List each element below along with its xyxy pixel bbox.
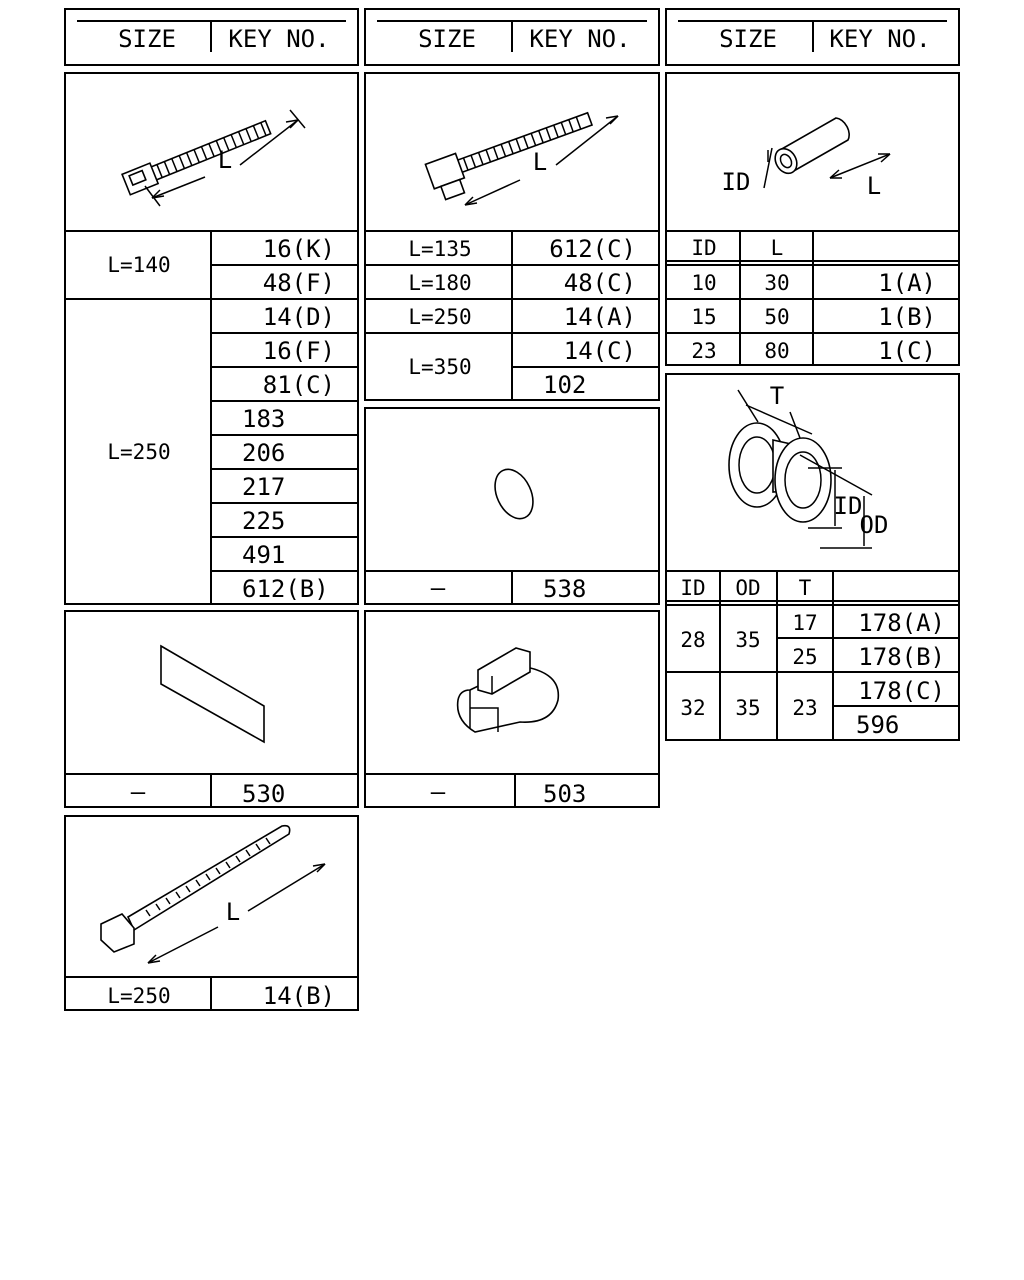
key-cell: 1(B) bbox=[878, 303, 936, 331]
dim-t-label: T bbox=[769, 382, 785, 410]
panel-clip bbox=[365, 611, 659, 808]
panel-grommet bbox=[666, 374, 959, 740]
column-header: L bbox=[770, 236, 784, 260]
grommet-illustration bbox=[729, 382, 888, 548]
long-tie-illustration bbox=[101, 826, 325, 963]
panel-plug bbox=[365, 408, 659, 604]
tube-illustration bbox=[722, 118, 890, 200]
panel-long-tie bbox=[65, 816, 358, 1010]
header-size-label: SIZE bbox=[418, 25, 476, 53]
panel-cable-tie-mount bbox=[365, 73, 659, 400]
key-cell: 16(K) bbox=[262, 235, 335, 263]
size-cell: L=180 bbox=[408, 271, 472, 295]
id-cell: 23 bbox=[691, 339, 717, 363]
key-cell: 14(B) bbox=[262, 982, 335, 1010]
column-header: T bbox=[798, 576, 812, 600]
dim-l-label: L bbox=[217, 146, 233, 174]
size-cell: L=135 bbox=[408, 237, 472, 261]
header-key-label: KEY NO. bbox=[529, 25, 631, 53]
dim-id-label: ID bbox=[833, 492, 863, 520]
header-col-3 bbox=[666, 9, 959, 65]
column-header: ID bbox=[680, 576, 706, 600]
size-cell: L=250 bbox=[107, 440, 171, 464]
key-cell: 102 bbox=[543, 371, 587, 399]
id-cell: 10 bbox=[691, 271, 717, 295]
key-cell: 14(D) bbox=[262, 303, 335, 331]
header-key-label: KEY NO. bbox=[829, 25, 931, 53]
column-header: OD bbox=[735, 576, 761, 600]
key-cell: 206 bbox=[242, 439, 286, 467]
key-cell: 178(B) bbox=[858, 643, 945, 671]
panel-tube bbox=[666, 73, 959, 365]
key-cell: 81(C) bbox=[262, 371, 335, 399]
id-cell: 15 bbox=[691, 305, 717, 329]
key-cell: 1(C) bbox=[878, 337, 936, 365]
key-cell: 596 bbox=[856, 711, 900, 739]
t-cell: 23 bbox=[792, 696, 818, 720]
size-cell: L=350 bbox=[408, 355, 472, 379]
size-cell: — bbox=[130, 778, 146, 806]
cable-tie-illustration bbox=[122, 110, 305, 206]
panel-tape bbox=[65, 611, 358, 808]
column-header: ID bbox=[691, 236, 717, 260]
header-size-label: SIZE bbox=[719, 25, 777, 53]
od-cell: 35 bbox=[735, 628, 761, 652]
od-cell: 35 bbox=[735, 696, 761, 720]
length-cell: 30 bbox=[764, 271, 790, 295]
panel-cable-tie bbox=[65, 73, 358, 604]
clip-illustration bbox=[458, 648, 559, 732]
key-cell: 178(C) bbox=[858, 677, 945, 705]
size-cell: — bbox=[430, 778, 446, 806]
key-cell: 225 bbox=[242, 507, 286, 535]
size-cell: L=140 bbox=[107, 253, 171, 277]
key-cell: 503 bbox=[543, 780, 587, 808]
key-cell: 16(F) bbox=[262, 337, 335, 365]
dim-l-label: L bbox=[225, 898, 241, 926]
length-cell: 80 bbox=[764, 339, 790, 363]
size-cell: L=250 bbox=[107, 984, 171, 1008]
dim-l-label: L bbox=[532, 148, 548, 176]
key-cell: 14(C) bbox=[563, 337, 636, 365]
tape-illustration bbox=[161, 646, 264, 742]
header-key-label: KEY NO. bbox=[228, 25, 330, 53]
key-cell: 538 bbox=[543, 575, 587, 603]
key-cell: 612(C) bbox=[549, 235, 636, 263]
key-cell: 178(A) bbox=[858, 609, 945, 637]
header-col-2 bbox=[365, 9, 659, 65]
t-cell: 17 bbox=[792, 611, 818, 635]
t-cell: 25 bbox=[792, 645, 818, 669]
key-cell: 48(C) bbox=[563, 269, 636, 297]
key-cell: 217 bbox=[242, 473, 286, 501]
size-cell: L=250 bbox=[408, 305, 472, 329]
dim-id-label: ID bbox=[721, 168, 751, 196]
size-cell: — bbox=[430, 574, 446, 602]
key-cell: 612(B) bbox=[242, 575, 329, 603]
key-cell: 1(A) bbox=[878, 269, 936, 297]
key-cell: 14(A) bbox=[563, 303, 636, 331]
header-col-1 bbox=[65, 9, 358, 65]
plug-disc bbox=[488, 463, 541, 524]
key-cell: 183 bbox=[242, 405, 286, 433]
cable-tie-mount-illustration bbox=[425, 106, 618, 205]
dim-l-label: L bbox=[866, 172, 882, 200]
key-cell: 530 bbox=[242, 780, 286, 808]
key-cell: 48(F) bbox=[262, 269, 335, 297]
header-size-label: SIZE bbox=[118, 25, 176, 53]
length-cell: 50 bbox=[764, 305, 790, 329]
dim-od-label: OD bbox=[859, 511, 889, 539]
key-cell: 491 bbox=[242, 541, 286, 569]
id-cell: 28 bbox=[680, 628, 706, 652]
id-cell: 32 bbox=[680, 696, 706, 720]
